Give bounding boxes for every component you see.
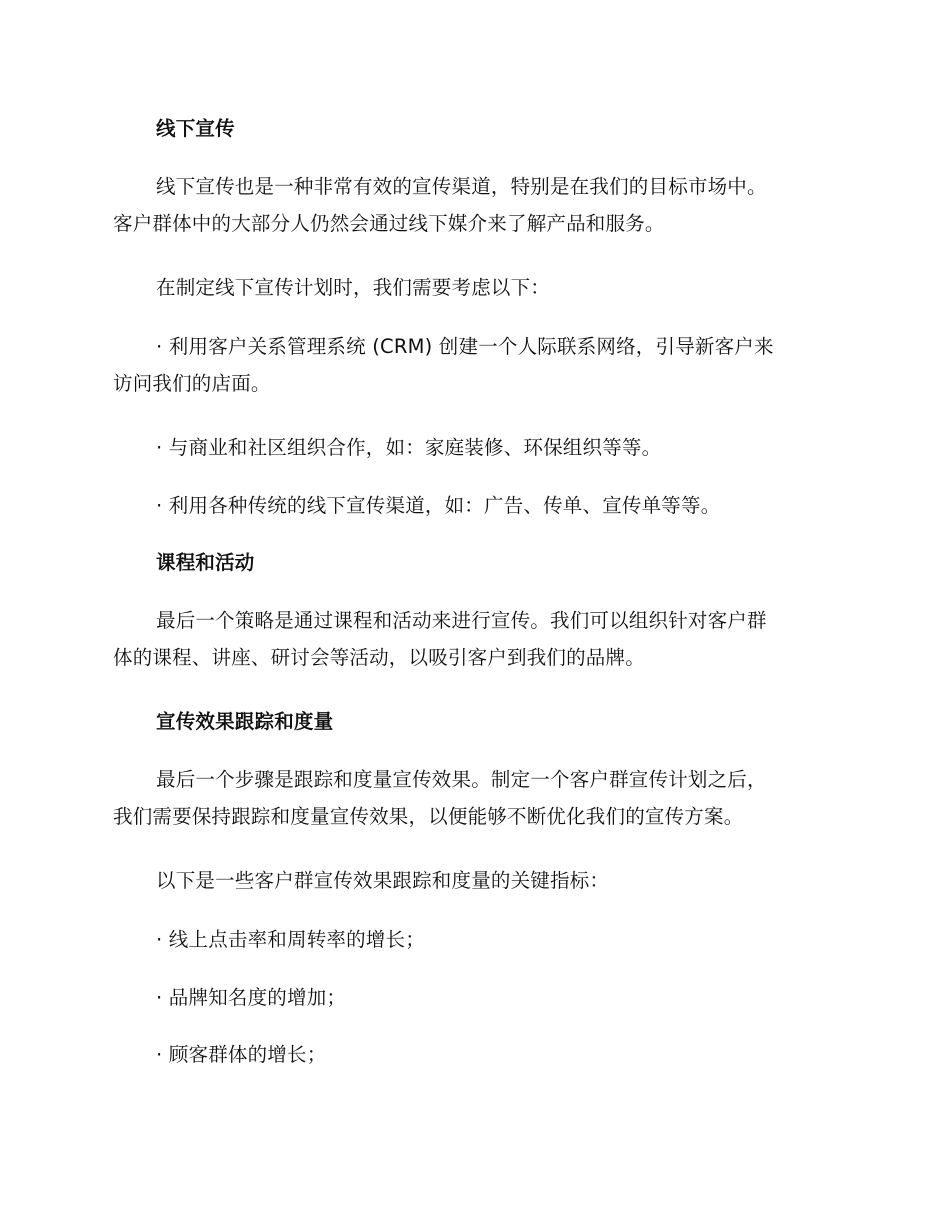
paragraph-offline-intro	[113, 168, 843, 242]
bullet-item-traditional-channels	[113, 487, 843, 524]
bullet-item-partnership	[113, 429, 843, 466]
bullet-line: · 顾客群体的增长；	[156, 1043, 327, 1066]
bullet-item-click-rate	[113, 921, 843, 958]
heading-text: 课程和活动	[156, 551, 255, 574]
bullet-line: · 与商业和社区组织合作，如：家庭装修、环保组织等等。	[156, 436, 662, 459]
paragraph-line: 在制定线下宣传计划时，我们需要考虑以下：	[156, 276, 551, 299]
paragraph-line: 最后一个步骤是跟踪和度量宣传效果。制定一个客户群宣传计划之后，	[156, 768, 767, 791]
paragraph-line: 我们需要保持跟踪和度量宣传效果，以便能够不断优化我们的宣传方案。	[113, 805, 744, 828]
bullet-item-crm	[113, 328, 843, 402]
bullet-line: · 线上点击率和周转率的增长；	[156, 928, 425, 951]
bullet-line: · 利用客户关系管理系统 (CRM) 创建一个人际联系网络，引导新客户来	[156, 335, 774, 358]
section-heading-courses-events	[113, 544, 886, 581]
bullet-line: 访问我们的店面。	[113, 372, 271, 395]
paragraph-line: 最后一个策略是通过课程和活动来进行宣传。我们可以组织针对客户群	[156, 609, 767, 632]
section-heading-tracking-metrics	[113, 703, 886, 740]
paragraph-tracking-intro	[113, 761, 843, 835]
paragraph-key-metrics	[113, 862, 843, 899]
bullet-line: · 品牌知名度的增加；	[156, 986, 347, 1009]
heading-text: 宣传效果跟踪和度量	[156, 710, 334, 733]
bullet-line: · 利用各种传统的线下宣传渠道，如：广告、传单、宣传单等等。	[156, 494, 721, 517]
heading-text: 线下宣传	[156, 117, 235, 140]
paragraph-line: 客户群体中的大部分人仍然会通过线下媒介来了解产品和服务。	[113, 212, 665, 235]
bullet-item-customer-growth	[113, 1036, 843, 1073]
paragraph-line: 体的课程、讲座、研讨会等活动，以吸引客户到我们的品牌。	[113, 646, 645, 669]
paragraph-offline-plan	[113, 269, 843, 306]
bullet-item-brand-awareness	[113, 979, 843, 1016]
paragraph-line: 线下宣传也是一种非常有效的宣传渠道，特别是在我们的目标市场中。	[156, 175, 767, 198]
paragraph-line: 以下是一些客户群宣传效果跟踪和度量的关键指标：	[156, 869, 610, 892]
section-heading-offline-promotion	[113, 110, 886, 147]
paragraph-courses-events	[113, 602, 843, 676]
